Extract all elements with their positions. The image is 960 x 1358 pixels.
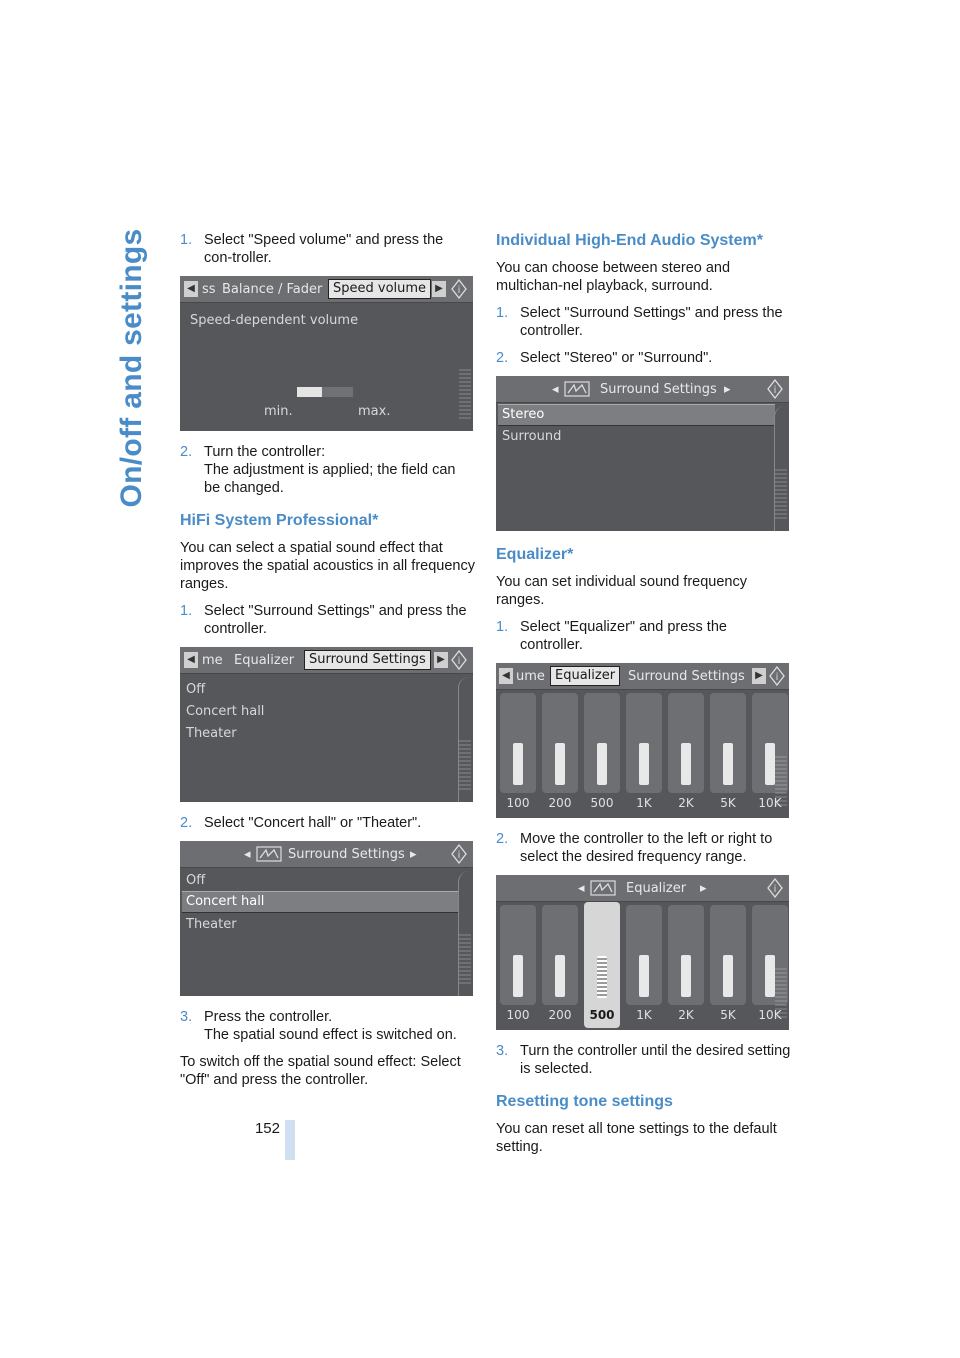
menu-item-surround: Surround bbox=[502, 429, 562, 444]
header-left-arrow-icon: ◂ bbox=[578, 881, 585, 896]
eq-band-5K bbox=[710, 693, 746, 793]
tab-surround-settings: Surround Settings bbox=[628, 669, 745, 684]
step-number: 3. bbox=[180, 1009, 193, 1025]
screen-title: Equalizer bbox=[626, 881, 687, 896]
speed-volume-level bbox=[297, 387, 322, 397]
eq-band-label: 1K bbox=[636, 1008, 652, 1022]
step-number: 2. bbox=[180, 815, 193, 831]
eq-band-1K bbox=[626, 693, 662, 793]
step-number: 2. bbox=[180, 444, 193, 460]
eq-intro: You can set individual sound frequency ranges. bbox=[496, 574, 747, 608]
step-number: 1. bbox=[180, 603, 193, 619]
eq-band-label: 5K bbox=[720, 1008, 736, 1022]
eq-band-2K bbox=[668, 693, 704, 793]
tab-balance-fader: Balance / Fader bbox=[222, 282, 323, 297]
tab-surround-settings: Surround Settings bbox=[304, 650, 431, 670]
heading-ihe: Individual High-End Audio System* bbox=[496, 232, 763, 249]
screen-title: Surround Settings bbox=[288, 847, 405, 862]
step-number: 2. bbox=[496, 350, 509, 366]
eq-band-label: 100 bbox=[506, 796, 530, 810]
screen-tabs bbox=[496, 663, 789, 690]
left-column bbox=[180, 231, 475, 1098]
screen-title: Surround Settings bbox=[600, 382, 717, 397]
section-title-text: On/off and settings bbox=[115, 228, 148, 508]
header-right-arrow-icon: ▸ bbox=[724, 382, 731, 397]
heading-hifi: HiFi System Professional* bbox=[180, 512, 379, 529]
screen-speed-volume bbox=[180, 276, 473, 431]
eq-band-level bbox=[765, 743, 775, 785]
step-text: Select "Concert hall" or "Theater". bbox=[204, 815, 422, 831]
ihe-step-1 bbox=[496, 304, 791, 340]
section-title bbox=[112, 228, 152, 508]
eq-band-label: 200 bbox=[548, 1008, 572, 1022]
screen-tabs bbox=[180, 276, 473, 303]
eq-band-level bbox=[597, 743, 607, 785]
eq-step-3 bbox=[496, 1042, 791, 1078]
menu-item-theater: Theater bbox=[186, 917, 237, 932]
screen-surround-select bbox=[180, 841, 473, 996]
image-code bbox=[459, 934, 471, 984]
eq-step-2 bbox=[496, 830, 791, 866]
info-icon bbox=[451, 279, 467, 299]
heading-equalizer: Equalizer* bbox=[496, 546, 574, 563]
header-left-arrow-icon: ◂ bbox=[552, 382, 559, 397]
eq-band-label: 500 bbox=[589, 1008, 615, 1022]
image-code bbox=[775, 756, 787, 806]
step-number: 3. bbox=[496, 1043, 509, 1059]
surround-icon bbox=[590, 880, 616, 896]
info-icon bbox=[451, 844, 467, 864]
svg-text:i: i bbox=[775, 672, 779, 683]
hifi-step-3 bbox=[180, 1008, 475, 1044]
info-icon bbox=[769, 666, 785, 686]
screen-equalizer-tabs bbox=[496, 663, 789, 818]
eq-band-label: 2K bbox=[678, 1008, 694, 1022]
eq-band-level bbox=[555, 743, 565, 785]
step-text: Move the controller to the left or right to select the desired frequency range. bbox=[520, 831, 773, 865]
eq-band-100 bbox=[500, 905, 536, 1005]
screen-header bbox=[180, 841, 473, 868]
tab-left-arrow-icon: ◀ bbox=[184, 652, 198, 668]
step-text: Select "Equalizer" and press the controller. bbox=[520, 619, 727, 653]
eq-band-1K bbox=[626, 905, 662, 1005]
eq-band-label: 10K bbox=[758, 1008, 782, 1022]
svg-text:i: i bbox=[773, 884, 777, 895]
image-code bbox=[775, 469, 787, 519]
eq-band-200 bbox=[542, 905, 578, 1005]
menu-item-off: Off bbox=[186, 682, 206, 697]
menu-item-concert-hall: Concert hall bbox=[186, 704, 265, 719]
eq-band-level bbox=[681, 955, 691, 997]
heading-reset: Resetting tone settings bbox=[496, 1093, 673, 1110]
screen-stereo-surround bbox=[496, 376, 789, 531]
step-1 bbox=[180, 231, 475, 267]
screen-equalizer-select bbox=[496, 875, 789, 1030]
svg-text:i: i bbox=[457, 850, 461, 861]
hifi-step-2 bbox=[180, 814, 475, 832]
eq-band-level bbox=[513, 955, 523, 997]
hifi-intro: You can select a spatial sound effect that improves the spatial acoustics in all frequency ranges. bbox=[180, 540, 475, 592]
page-number: 152 bbox=[254, 1120, 280, 1137]
eq-band-label: 10K bbox=[758, 796, 782, 810]
header-right-arrow-icon: ▸ bbox=[410, 847, 417, 862]
eq-band-500 bbox=[584, 693, 620, 793]
header-right-arrow-icon: ▸ bbox=[700, 881, 707, 896]
tab-left-arrow-icon: ◀ bbox=[499, 668, 513, 684]
step-text: Select "Surround Settings" and press the controller. bbox=[520, 305, 783, 339]
tab-equalizer: Equalizer bbox=[550, 666, 620, 686]
header-left-arrow-icon: ◂ bbox=[244, 847, 251, 862]
step-2 bbox=[180, 443, 475, 497]
eq-band-label: 2K bbox=[678, 796, 694, 810]
screen-header bbox=[496, 376, 789, 403]
svg-text:i: i bbox=[773, 385, 777, 396]
step-number: 1. bbox=[496, 305, 509, 321]
eq-band-level bbox=[597, 956, 607, 998]
step-text: Turn the controller until the desired setting is selected. bbox=[520, 1043, 791, 1077]
step-text: Select "Stereo" or "Surround". bbox=[520, 350, 713, 366]
eq-band-level bbox=[723, 955, 733, 997]
tab-prev: me bbox=[202, 653, 223, 668]
tab-left-arrow-icon: ◀ bbox=[184, 281, 198, 297]
eq-band-label: 100 bbox=[506, 1008, 530, 1022]
eq-band-level bbox=[765, 955, 775, 997]
info-icon bbox=[451, 650, 467, 670]
switch-off-instruction: To switch off the spatial sound effect: Select "Off" and press the controller. bbox=[180, 1054, 461, 1088]
tab-right-arrow-icon: ▶ bbox=[752, 668, 766, 684]
step-number: 2. bbox=[496, 831, 509, 847]
eq-band-label: 500 bbox=[590, 796, 614, 810]
eq-band-label: 1K bbox=[636, 796, 652, 810]
tab-right-arrow-icon: ▶ bbox=[432, 281, 446, 297]
step-text-detail: The adjustment is applied; the field can be changed. bbox=[204, 462, 456, 496]
screen-tabs bbox=[180, 647, 473, 674]
page-marker bbox=[285, 1120, 295, 1160]
eq-band-level bbox=[639, 955, 649, 997]
image-code bbox=[459, 369, 471, 419]
step-text-detail: The spatial sound effect is switched on. bbox=[204, 1027, 457, 1043]
right-column bbox=[496, 231, 791, 1165]
info-icon bbox=[767, 379, 783, 399]
svg-text:i: i bbox=[457, 656, 461, 667]
tab-equalizer: Equalizer bbox=[234, 653, 295, 668]
reset-text: You can reset all tone settings to the default setting. bbox=[496, 1121, 777, 1155]
eq-step-1 bbox=[496, 618, 791, 654]
tab-speed-volume: Speed volume bbox=[328, 279, 431, 299]
step-text: Select "Surround Settings" and press the controller. bbox=[204, 603, 467, 637]
eq-band-level bbox=[681, 743, 691, 785]
eq-band-2K bbox=[668, 905, 704, 1005]
max-label: max. bbox=[358, 404, 391, 419]
eq-band-200 bbox=[542, 693, 578, 793]
tab-prev: ume bbox=[516, 669, 545, 684]
eq-band-label: 5K bbox=[720, 796, 736, 810]
speed-volume-caption: Speed-dependent volume bbox=[190, 313, 359, 328]
step-number: 1. bbox=[496, 619, 509, 635]
eq-band-level bbox=[639, 743, 649, 785]
eq-band-level bbox=[513, 743, 523, 785]
tab-right-arrow-icon: ▶ bbox=[434, 652, 448, 668]
svg-text:i: i bbox=[457, 285, 461, 296]
step-text: Press the controller. bbox=[204, 1009, 333, 1025]
eq-band-level bbox=[555, 955, 565, 997]
menu-item-off: Off bbox=[186, 873, 206, 888]
image-code bbox=[775, 968, 787, 1018]
eq-band-5K bbox=[710, 905, 746, 1005]
hifi-step-1 bbox=[180, 602, 475, 638]
eq-band-level bbox=[723, 743, 733, 785]
tab-prev: ss bbox=[202, 282, 216, 297]
screen-surround-menu bbox=[180, 647, 473, 802]
min-label: min. bbox=[264, 404, 293, 419]
surround-icon bbox=[256, 846, 282, 862]
step-number: 1. bbox=[180, 232, 193, 248]
menu-item-concert-hall-selected: Concert hall bbox=[182, 891, 459, 913]
eq-band-label: 200 bbox=[548, 796, 572, 810]
surround-icon bbox=[564, 381, 590, 397]
image-code bbox=[459, 740, 471, 790]
ihe-intro: You can choose between stereo and multichan-nel playback, surround. bbox=[496, 260, 731, 294]
speed-volume-slider bbox=[297, 387, 353, 397]
ihe-step-2 bbox=[496, 349, 791, 367]
step-text: Select "Speed volume" and press the con-troller. bbox=[204, 232, 444, 266]
menu-item-theater: Theater bbox=[186, 726, 237, 741]
screen-header bbox=[496, 875, 789, 902]
menu-item-stereo-selected: Stereo bbox=[498, 404, 775, 426]
info-icon bbox=[767, 878, 783, 898]
eq-band-100 bbox=[500, 693, 536, 793]
step-text: Turn the controller: bbox=[204, 444, 326, 460]
